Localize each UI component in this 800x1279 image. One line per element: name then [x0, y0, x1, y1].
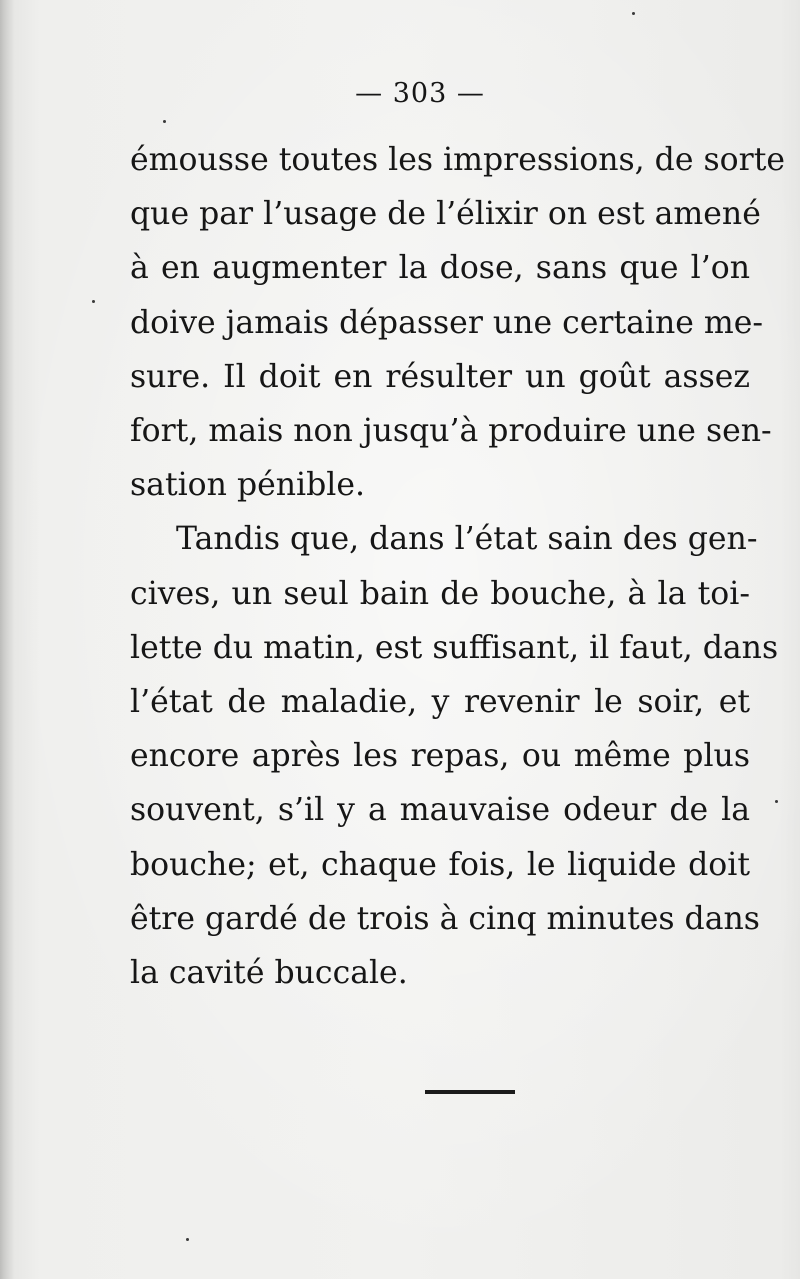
text-line: lette du matin, est suffisant, il faut, dans [130, 629, 779, 666]
page-number: — 303 — [355, 78, 485, 109]
text-line: être gardé de trois à cinq minutes dans [130, 900, 760, 937]
paper-speck [163, 120, 166, 123]
text-line: souvent, s’il y a mauvaise odeur de la [130, 792, 750, 829]
paper-speck [186, 1238, 189, 1241]
text-line: la cavité buccale. [130, 955, 408, 992]
text-line: bouche; et, chaque fois, le liquide doit [130, 846, 750, 883]
paragraph-2 [130, 512, 779, 1000]
text-line: que par l’usage de l’élixir on est amené [130, 196, 761, 233]
text-line: sation pénible. [130, 467, 366, 504]
text-line: doive jamais dépasser une certaine me- [130, 304, 764, 341]
text-line: Tandis que, dans l’état sain des gen- [176, 521, 758, 558]
page-spine-shadow [0, 0, 14, 1279]
body-text [130, 133, 785, 1000]
text-line: l’état de maladie, y revenir le soir, et [130, 684, 750, 721]
text-line: à en augmenter la dose, sans que l’on [130, 250, 750, 287]
paper-speck [632, 12, 635, 15]
text-line: fort, mais non jusqu’à produire une sen- [130, 413, 772, 450]
paragraph-1 [130, 133, 785, 512]
text-line: émousse toutes les impressions, de sorte [130, 142, 785, 178]
paper-speck [92, 300, 95, 303]
text-line: encore après les repas, ou même plus [130, 738, 750, 775]
text-line: cives, un seul bain de bouche, à la toi- [130, 575, 750, 612]
text-line: sure. Il doit en résulter un goût assez [130, 358, 750, 395]
paper-speck [775, 800, 778, 803]
end-rule [425, 1090, 515, 1094]
